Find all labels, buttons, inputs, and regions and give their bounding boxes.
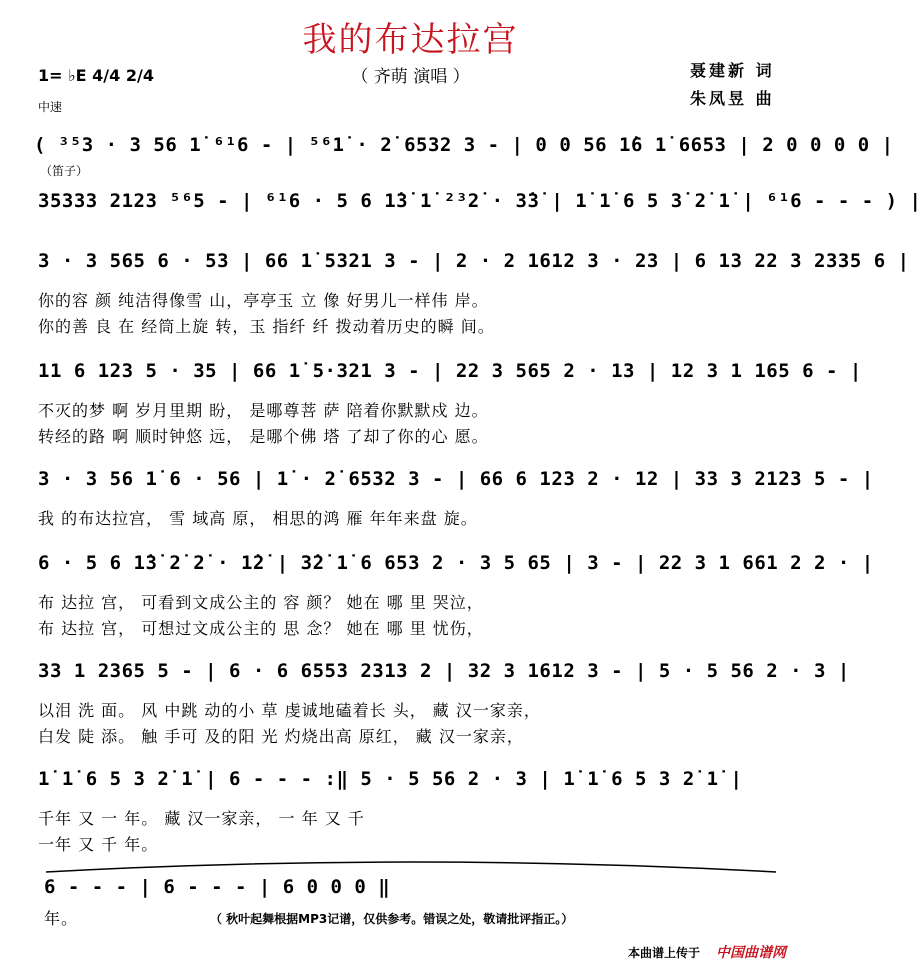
- lyric-line-6a: 布 达拉 宫， 可看到文成公主的 容 颜？ 她在 哪 里 哭泣，: [38, 593, 484, 612]
- lyric-line-9a: 年。: [44, 909, 79, 928]
- transcription-note: （ 秋叶起舞根据MP3记谱，仅供参考。错误之处，敬请批评指正。）: [210, 912, 574, 926]
- key-signature: 1= ♭E 4/4 2/4: [38, 66, 154, 85]
- notation-line-4: 11 6 123 5 · 35 | 66 1̇ 5·321 3 - | 22 3 565 2 · 13 | 12 3 1 165 6 - |: [38, 360, 862, 382]
- tie-arc: [36, 856, 786, 876]
- performer-line: （ 齐萌 演唱 ）: [351, 67, 470, 87]
- notation-line-5: 3 · 3 56 1̇ 6 · 56 | 1̇ · 2̇ 6532 3 - | 66 6 123 2 · 12 | 33 3 2123 5 - |: [38, 468, 874, 490]
- source-label: 本曲谱上传于: [628, 946, 701, 960]
- notation-line-6: 6 · 5 6 1̇3̇ 2̇ 2̇ · 1̇2̇ | 3̇2̇ 1̇ 6 653 2 · 3 5 65 | 3 - | 22 3 1 661 2 2 · |: [38, 552, 874, 574]
- intro-instrument: （笛子）: [40, 164, 89, 178]
- lyric-line-4b: 转经的路 啊 顺时钟悠 远， 是哪个佛 塔 了却了你的心 愿。: [38, 427, 489, 446]
- lyric-line-8a: 千年 又 一 年。 藏 汉一家亲， 一 年 又 千: [38, 809, 365, 828]
- notation-line-1: ( ³⁵3 · 3 56 1̇ ⁶¹6 - | ⁵⁶1̇ · 2̇ 6532 3 - | 0 0 56 1̇6 1̇ 6653 | 2 0 0 0 0 |: [34, 134, 894, 156]
- lyric-line-7b: 白发 陡 添。 触 手可 及的阳 光 灼烧出高 原红， 藏 汉一家亲，: [38, 727, 524, 746]
- lyricist-credit: 聂建新 词: [690, 61, 775, 80]
- tempo-marking: 中速: [38, 100, 63, 114]
- notation-line-8: 1̇ 1̇ 6 5 3 2̇ 1̇ | 6 - - - :‖ 5 · 5 56 2 · 3 | 1̇ 1̇ 6 5 3 2̇ 1̇ |: [38, 768, 743, 790]
- lyric-line-8b: 一年 又 千 年。: [38, 835, 159, 854]
- lyric-line-3a: 你的容 颜 纯洁得像雪 山，亭亭玉 立 像 好男儿一样伟 岸。: [38, 291, 489, 310]
- composer-credit: 朱凤昱 曲: [690, 89, 775, 108]
- lyric-line-7a: 以泪 洗 面。 风 中跳 动的小 草 虔诚地磕着长 头， 藏 汉一家亲，: [38, 701, 541, 720]
- notation-line-9: 6 - - - | 6 - - - | 6 0 0 0 ‖: [44, 876, 391, 898]
- score-title: 我的布达拉宫: [302, 20, 519, 60]
- notation-line-3: 3 · 3 565 6 · 53 | 66 1̇ 5321 3 - | 2 · 2 1612 3 · 23 | 6 13 22 3 2335 6 |: [38, 250, 910, 272]
- site-logo[interactable]: 中国曲谱网: [716, 945, 786, 961]
- lyric-line-3b: 你的善 良 在 经筒上旋 转，玉 指纤 纤 拨动着历史的瞬 间。: [38, 317, 495, 336]
- notation-line-2: 35333 2123 ⁵⁶5 - | ⁶¹6 · 5 6 1̇3̇ 1̇ ²³2̇ · 3̇3̇ | 1̇ 1̇ 6 5 3̇ 2̇ 1̇ | ⁶¹6 - - - ) |: [38, 190, 921, 212]
- lyric-line-4a: 不灭的梦 啊 岁月里期 盼， 是哪尊菩 萨 陪着你默默戍 边。: [38, 401, 489, 420]
- notation-line-7: 33 1 2365 5 - | 6 · 6 6553 2313 2 | 32 3 1612 3 - | 5 · 5 56 2 · 3 |: [38, 660, 850, 682]
- lyric-line-5a: 我 的布达拉宫， 雪 域高 原， 相思的鸿 雁 年年来盘 旋。: [38, 509, 478, 528]
- lyric-line-6b: 布 达拉 宫， 可想过文成公主的 思 念？ 她在 哪 里 忧伤，: [38, 619, 484, 638]
